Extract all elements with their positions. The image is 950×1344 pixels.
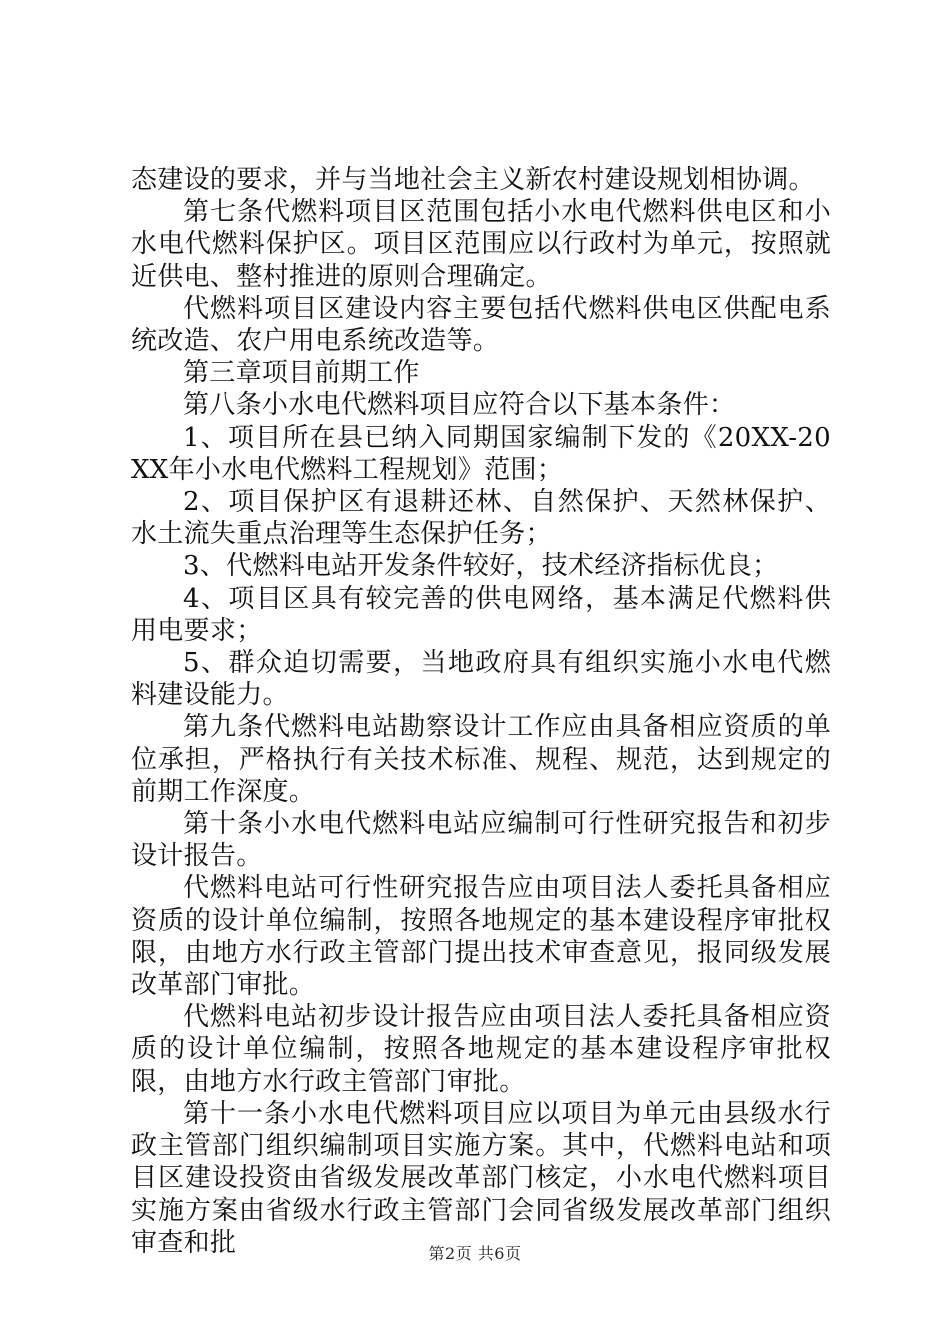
paragraph-article-8: 第八条小水电代燃料项目应符合以下基本条件：	[183, 390, 736, 421]
list-item-condition-3: 3、代燃料电站开发条件较好，技术经济指标优良；	[183, 551, 779, 582]
list-item-condition-2: 2、项目保护区有退耕还林、自然保护、天然林保护、水土流失重点治理等生态保护任务；	[131, 487, 831, 550]
document-body	[131, 164, 831, 1259]
page-number-footer: 第2页 共6页	[428, 1244, 522, 1263]
paragraph-preliminary-design: 代燃料电站初步设计报告应由项目法人委托具备相应资质的设计单位编制，按照各地规定的基本建设程序审批权限，由地方水行政主管部门审批。	[131, 1002, 831, 1097]
paragraph-continuation: 态建设的要求，并与当地社会主义新农村建设规划相协调。	[131, 165, 815, 195]
paragraph-feasibility-report: 代燃料电站可行性研究报告应由项目法人委托具备相应资质的设计单位编制，按照各地规定的基本建设程序审批权限，由地方水行政主管部门提出技术审查意见，报同级发展改革部门审批。	[131, 873, 831, 1001]
list-item-condition-5: 5、群众迫切需要，当地政府具有组织实施小水电代燃料建设能力。	[131, 648, 831, 711]
paragraph-article-10: 第十条小水电代燃料电站应编制可行性研究报告和初步设计报告。	[131, 809, 831, 872]
paragraph-project-area-content: 代燃料项目区建设内容主要包括代燃料供电区供配电系统改造、农户用电系统改造等。	[131, 293, 831, 357]
paragraph-article-11: 第十一条小水电代燃料项目应以项目为单元由县级水行政主管部门组织编制项目实施方案。其中，代燃料电站和项目区建设投资由省级发展改革部门核定，小水电代燃料项目实施方案由省级水行政主管部门会同省级发展改革部门组织审查和批	[131, 1098, 831, 1258]
paragraph-article-9: 第九条代燃料电站勘察设计工作应由具备相应资质的单位承担，严格执行有关技术标准、规程、规范，达到规定的前期工作深度。	[131, 712, 831, 807]
list-item-condition-1: 1、项目所在县已纳入同期国家编制下发的《20XX-20XX年小水电代燃料工程规划》范围；	[131, 422, 831, 485]
chapter-heading: 第三章项目前期工作	[183, 358, 420, 389]
list-item-condition-4: 4、项目区具有较完善的供电网络，基本满足代燃料供用电要求；	[131, 583, 831, 646]
paragraph-article-7: 第七条代燃料项目区范围包括小水电代燃料供电区和小水电代燃料保护区。项目区范围应以行政村为单元，按照就近供电、整村推进的原则合理确定。	[131, 197, 831, 292]
